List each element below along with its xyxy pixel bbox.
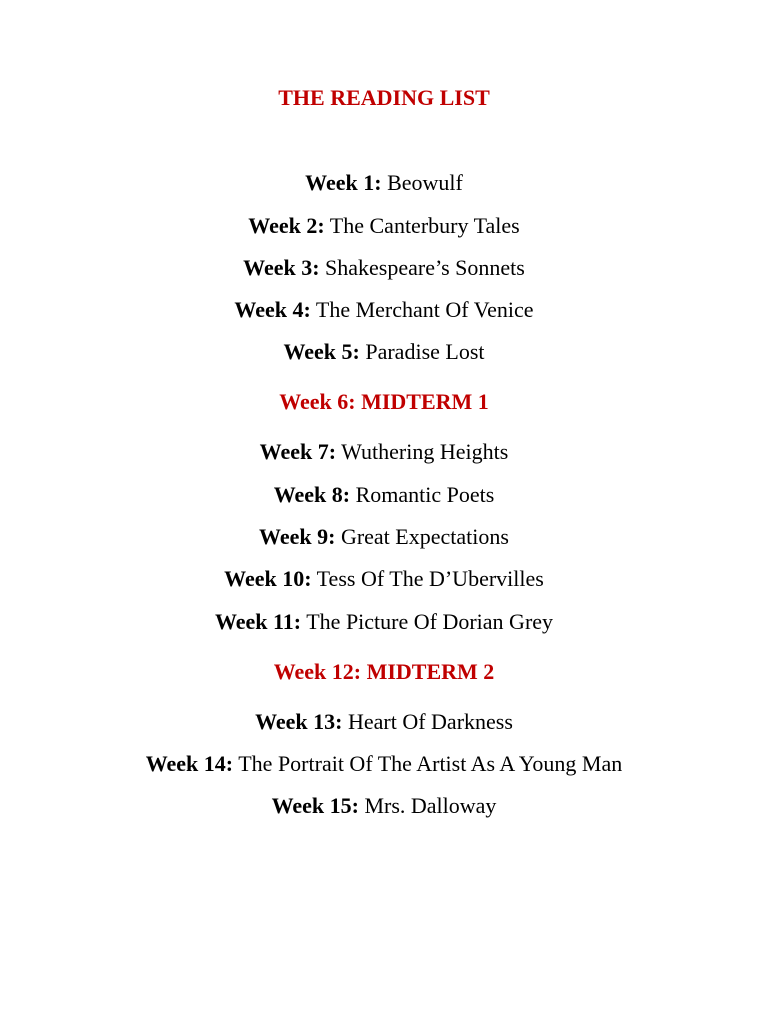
book-title: Tess Of The D’Ubervilles [316,566,544,591]
week-label: Week 11: [214,609,302,634]
reading-entry [0,608,768,636]
week-label: Week 7: [259,439,337,464]
book-title: Wuthering Heights [341,439,509,464]
reading-entry [0,708,768,736]
reading-entry [0,481,768,509]
reading-entry [0,296,768,324]
week-label: Week 3: [243,255,320,280]
reading-entry [0,438,768,466]
book-title: The Picture Of Dorian Grey [306,609,554,634]
book-title: Shakespeare’s Sonnets [325,255,525,280]
week-label: Week 2: [248,213,325,238]
reading-entry [0,212,768,240]
reading-entry [0,792,768,820]
week-label: Week 1: [305,170,382,195]
week-label: Week 9: [259,524,336,549]
week-label: Week 14: [145,751,234,776]
book-title: Mrs. Dalloway [364,793,497,818]
book-title: Beowulf [387,170,463,195]
book-title: The Canterbury Tales [329,213,520,238]
reading-entry [0,565,768,593]
week-label: Week 6: [279,389,356,414]
book-title: The Portrait Of The Artist As A Young Man [238,751,623,776]
book-title: The Merchant Of Venice [315,297,534,322]
book-title: Romantic Poets [355,482,495,507]
week-label: Week 13: [255,709,343,734]
reading-entry [0,338,768,366]
week-label: Week 4: [234,297,311,322]
book-title: Paradise Lost [365,339,485,364]
week-label: Week 5: [283,339,360,364]
reading-entry [0,523,768,551]
week-label: Week 8: [273,482,351,507]
reading-entry [0,750,768,778]
midterm-entry [0,658,768,686]
midterm-entry [0,388,768,416]
week-label: Week 12: [273,659,362,684]
week-label: Week 15: [271,793,359,818]
midterm-label: MIDTERM 1 [361,389,489,414]
page-title: THE READING LIST [278,85,490,110]
book-title: Great Expectations [340,524,509,549]
week-label: Week 10: [224,566,312,591]
midterm-label: MIDTERM 2 [366,659,495,684]
reading-entry [0,254,768,282]
reading-entry [0,169,768,197]
book-title: Heart Of Darkness [347,709,513,734]
